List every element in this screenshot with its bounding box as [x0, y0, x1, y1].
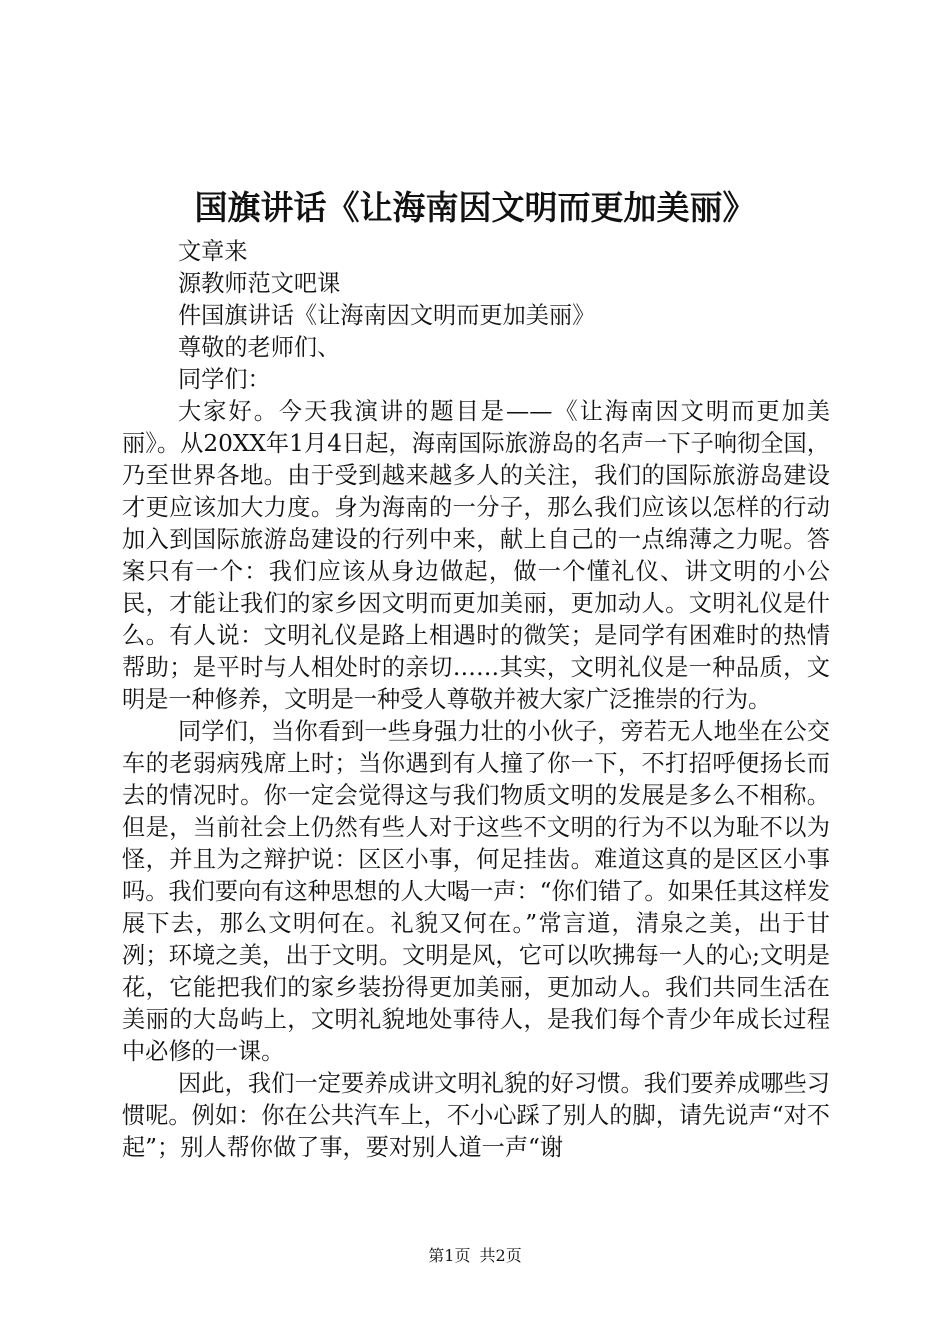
salutation-line-1: 尊敬的老师们、 — [178, 334, 341, 361]
page-number-current: 第1页 — [428, 1246, 471, 1265]
document-title: 国旗讲话《让海南因文明而更加美丽》 — [194, 188, 756, 227]
source-line-1: 文章来 — [178, 238, 248, 265]
paragraph-1: 大家好。今天我演讲的题目是——《让海南因文明而更加美丽》。从20XX年1月4日起，海南国际旅游岛的名声一下子响彻全国，乃至世界各地。由于受到越来越多人的关注，我们的国际旅游岛建设才更应该加大力度。身为海南的一分子，那么我们应该以怎样的行动加入到国际旅游岛建设的行列中来，献上自己的一点绵薄之力呢。答案只有一个：我们应该从身边做起，做一个懂礼仪、讲文明的小公民，才能让我们的家乡因文明而更加美丽，更加动人。文明礼仪是什么。有人说：文明礼仪是路上相遇时的微笑；是同学有困难时的热情帮助；是平时与人相处时的亲切……其实，文明礼仪是一种品质，文明是一种修养，文明是一种受人尊敬并被大家广泛推崇的行为。 — [122, 398, 830, 713]
page-number-total: 共2页 — [479, 1246, 522, 1265]
source-line-3: 件国旗讲话《让海南因文明而更加美丽》 — [178, 302, 596, 329]
salutation-line-2: 同学们： — [178, 366, 271, 393]
page-footer — [0, 1246, 950, 1266]
document-body — [122, 236, 830, 1164]
paragraph-2: 同学们，当你看到一些身强力壮的小伙子，旁若无人地坐在公交车的老弱病残席上时；当你遇到有人撞了你一下，不打招呼便扬长而去的情况时。你一定会觉得这与我们物质文明的发展是多么不相称。但是，当前社会上仍然有些人对于这些不文明的行为不以为耻不以为怪，并且为之辩护说：区区小事，何足挂齿。难道这真的是区区小事吗。我们要向有这种思想的人大喝一声：“你们错了。如果任其这样发展下去，那么文明何在。礼貌又何在。”常言道，清泉之美，出于甘冽；环境之美，出于文明。文明是风，它可以吹拂每一人的心;文明是花，它能把我们的家乡装扮得更加美丽，更加动人。我们共同生活在美丽的大岛屿上，文明礼貌地处事待人，是我们每个青少年成长过程中必修的一课。 — [122, 718, 830, 1065]
source-line-2: 源教师范文吧课 — [178, 270, 341, 297]
paragraph-3: 因此，我们一定要养成讲文明礼貌的好习惯。我们要养成哪些习惯呢。例如：你在公共汽车上，不小心踩了别人的脚，请先说声“对不起”；别人帮你做了事，要对别人道一声“谢 — [122, 1070, 830, 1161]
